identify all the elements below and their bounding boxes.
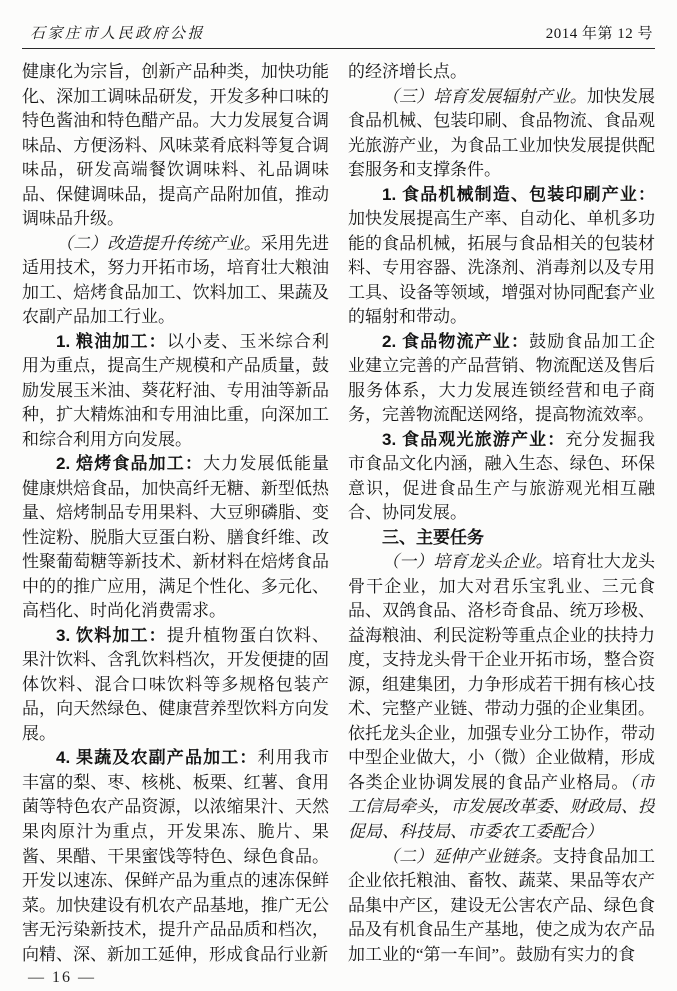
section-heading: 1. 粮油加工： [56, 331, 167, 351]
subsection-heading: （三）培育发展辐射产业。 [382, 86, 587, 106]
page-header [22, 22, 655, 49]
body-text: 利用我市丰富的梨、枣、核桃、板栗、红薯、食用菌等特色农产品资源，以浓缩果汁、天然果肉原汁为重点，开发果冻、脆片、果酱、果醋、干果蜜饯等特色、绿色食品。开发以速冻、保鲜产品为重点的速冻保鲜菜。加快建设有机农产品基地，推广无公害无污染新技术，提升产品品质和档次，向精、深、新加工延伸，形成食品行业新 [22, 748, 329, 964]
paragraph [348, 526, 655, 551]
page-number: — 16 — [28, 969, 96, 986]
paragraph [348, 85, 655, 183]
paragraph [348, 428, 655, 526]
section-heading: 4. 果蔬及农副产品加工： [56, 748, 258, 768]
paragraph [22, 452, 329, 624]
section-heading: 1. 食品机械制造、包装印刷产业： [382, 184, 655, 204]
section-heading: 3. 食品观光旅游产业： [382, 429, 566, 449]
body-text: 充分发掘我市食品文化内涵，融入生态、绿色、环保意识，促进食品生产与旅游观光相互融合、协同发展。 [348, 429, 655, 523]
paragraph [348, 60, 655, 85]
body-text: 加快发展提高生产率、自动化、单机多功能的食品机械，拓展与食品相关的包装材料、专用容器、洗涤剂、消毒剂以及专用工具、设备等领域，增强对协同配套产业的辐射和带动。 [348, 209, 655, 327]
section-heading: 2. 焙烤食品加工： [56, 454, 204, 474]
body-text: 提升植物蛋白饮料、果汁饮料、含乳饮料档次，开发便捷的固体饮料、混合口味饮料等多规格包装产品，向天然绿色、健康营养型饮料方向发展。 [22, 625, 329, 743]
right-column [348, 60, 655, 970]
body-text: 健康化为宗旨，创新产品种类，加快功能化、深加工调味品研发，开发多种口味的特色酱油和特色醋产品。大力发展复合调味品、方便汤料、风味菜肴底料等复合调味品，研发高端餐饮调味料、礼品调味品、保健调味品，提高产品附加值，推动调味品升级。 [22, 62, 329, 229]
body-text: 鼓励食品加工企业建立完善的产品营销、物流配送及售后服务体系，大力发展连锁经营和电子商务，完善物流配送网络，提高物流效率。 [348, 331, 655, 425]
document-body [22, 60, 655, 970]
journal-title: 石家庄市人民政府公报 [30, 26, 206, 42]
subsection-heading: （市工信局牵头，市发展改革委、财政局、投促局、科技局、市委农工委配合） [348, 772, 655, 841]
paragraph [22, 330, 329, 453]
paragraph [348, 183, 655, 330]
body-text: 采用先进适用技术，努力开拓市场，培育壮大粮油加工、焙烤食品加工、饮料加工、果蔬及农副产品加工行业。 [22, 233, 329, 327]
body-text: 培育壮大龙头骨干企业，加大对君乐宝乳业、三元食品、双鸽食品、洛杉奇食品、统万珍极、益海粮油、利民淀粉等重点企业的扶持力度，支持龙头骨干企业开拓市场，整合资源，组建集团，力争形成若干拥有核心技术、完整产业链、带动力强的企业集团。依托龙头企业，加强专业分工协作，带动中型企业做大，小（微）企业做精，形成各类企业协调发展的食品产业格局。 [348, 552, 655, 792]
left-column [22, 60, 329, 970]
section-heading: 2. 食品物流产业： [382, 331, 530, 351]
subsection-heading: （二）延伸产业链条。 [382, 846, 553, 866]
paragraph [22, 232, 329, 330]
subsection-heading: （一）培育龙头企业。 [382, 552, 553, 572]
paragraph [22, 746, 329, 967]
body-text: 大力发展低能量健康烘焙食品，加快高纤无糖、新型低热量、焙烤制品专用果料、大豆卵磷脂、变性淀粉、脱脂大豆蛋白粉、膳食纤维、改性聚葡萄糖等新技术、新材料在焙烤食品中的的推广应用，满足个性化、多元化、高档化、时尚化消费需求。 [22, 454, 329, 621]
body-text: 的经济增长点。 [348, 62, 467, 81]
paragraph [348, 550, 655, 844]
paragraph [348, 845, 655, 968]
section-heading: 三、主要任务 [382, 527, 484, 547]
paragraph [348, 330, 655, 428]
page-footer [28, 969, 96, 987]
section-heading: 3. 饮料加工： [56, 625, 167, 645]
body-text: 加快发展食品机械、包装印刷、食品物流、食品观光旅游产业，为食品工业加快发展提供配套服务和支撑条件。 [348, 86, 655, 180]
subsection-heading: （二）改造提升传统产业。 [56, 233, 261, 253]
paragraph [22, 60, 329, 232]
body-text: 支持食品加工企业依托粮油、畜牧、蔬菜、果品等农产品集中产区，建设无公害农产品、绿色食品及有机食品生产基地，使之成为农产品加工业的“第一车间”。鼓励有实力的食 [348, 846, 655, 964]
body-text: 以小麦、玉米综合利用为重点，提高生产规模和产品质量，鼓励发展玉米油、葵花籽油、专用油等新品种，扩大精炼油和专用油比重，向深加工和综合利用方向发展。 [22, 331, 329, 449]
issue-number: 2014 年第 12 号 [545, 26, 653, 42]
paragraph [22, 624, 329, 747]
